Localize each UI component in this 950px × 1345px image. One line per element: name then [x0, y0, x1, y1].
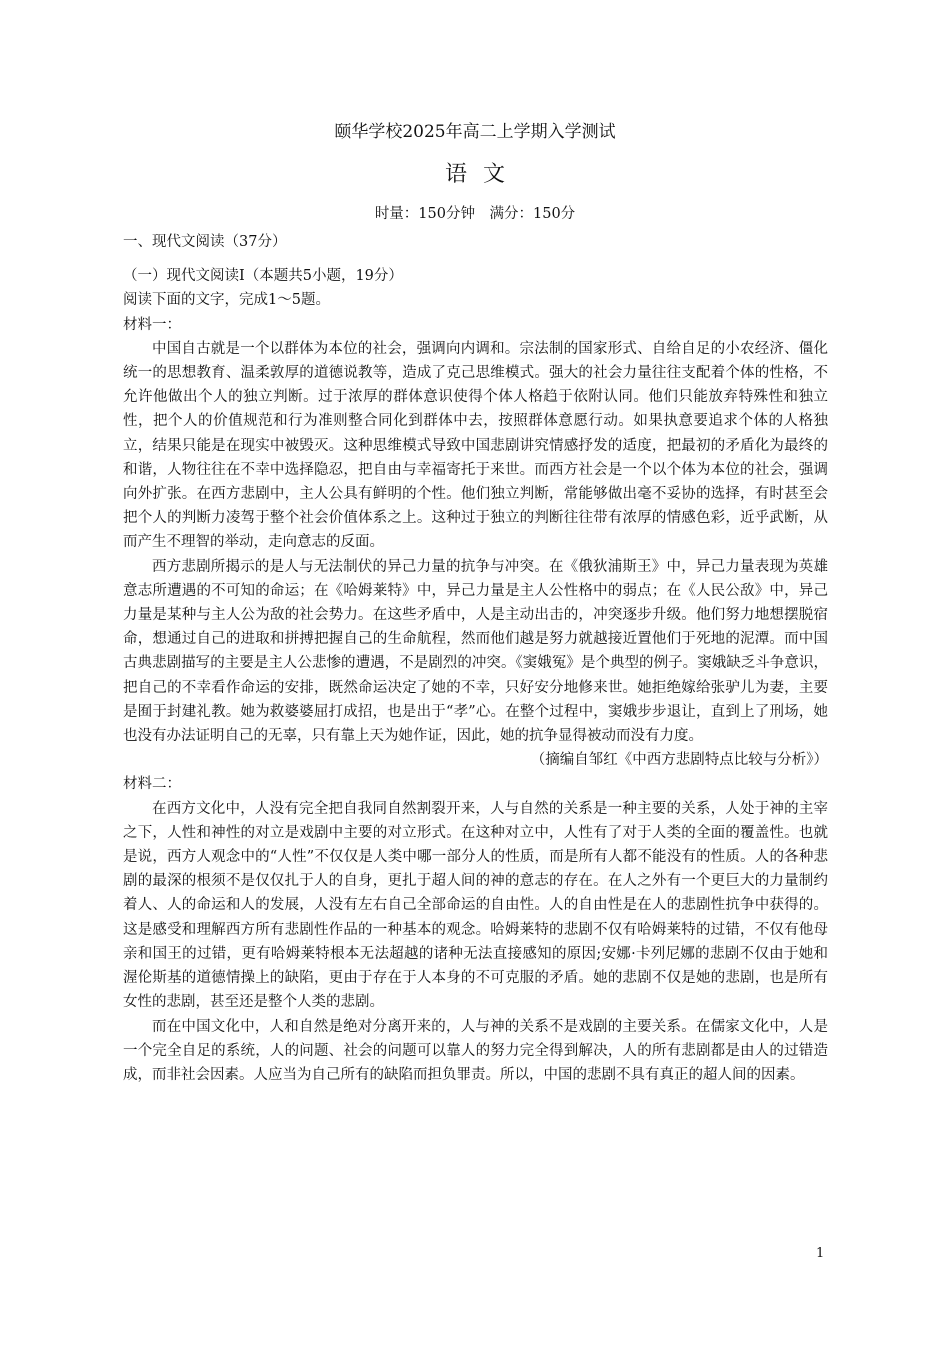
material1-paragraph: 中国自古就是一个以群体为本位的社会，强调向内调和。宗法制的国家形式、自给自足的小农经济、僵化统一的思想教育、温柔敦厚的道德说教等，造成了克己思维模式。强大的社会力量往往支配着个体的性格，不允许他做出个人的独立判断。过于浓厚的群体意识使得个体人格趋于依附认同。他们只能放弃特殊性和独立性，把个人的价值规范和行为准则整合同化到群体中去，按照群体意愿行动。如果执意要追求个体的人格独立，结果只能是在现实中被毁灭。这种思维模式导致中国悲剧讲究情感抒发的适度，把最初的矛盾化为最终的和谐，人物往往在不幸中选择隐忍，把自由与幸福寄托于来世。而西方社会是一个以个体为本位的社会，强调向外扩张。在西方悲剧中，主人公具有鲜明的个性。他们独立判断，常能够做出毫不妥协的选择，有时甚至会把个人的判断力凌驾于整个社会价值体系之上。这种过于独立的判断往往带有浓厚的情感色彩，近乎武断，从而产生不理智的举动，走向意志的反面。: [123, 340, 828, 551]
section-subheading: （一）现代文阅读Ⅰ（本题共5小题，19分）: [123, 268, 403, 285]
material2-paragraph: 在西方文化中，人没有完全把自我同自然割裂开来，人与自然的关系是一种主要的关系，人处于神的主宰之下，人性和神性的对立是戏剧中主要的对立形式。在这种对立中，人性有了对于人类的全面的覆盖性。也就是说，西方人观念中的“人性”不仅仅是人类中哪一部分人的性质，而是所有人都不能没有的性质。人的各种悲剧的最深的根须不是仅仅扎于人的自身，更扎于超人间的神的意志的存在。在人之外有一个更巨大的力量制约着人、人的命运和人的发展，人没有左右自己全部命运的自由性。人的自由性是在人的悲剧性抗争中获得的。这是感受和理解西方所有悲剧性作品的一种基本的观念。哈姆莱特的悲剧不仅有哈姆莱特的过错，不仅有他母亲和国王的过错，更有哈姆莱特根本无法超越的诸种无法直接感知的原因;安娜·卡列尼娜的悲剧不仅由于她和渥伦斯基的道德情操上的缺陷，更由于存在于人本身的不可克服的矛盾。她的悲剧不仅是她的悲剧，也是所有女性的悲剧，甚至还是整个人类的悲剧。: [123, 800, 828, 1011]
material2-label: 材料二：: [123, 776, 181, 793]
material1-paragraph: 西方悲剧所揭示的是人与无法制伏的异己力量的抗争与冲突。在《俄狄浦斯王》中，异己力量表现为英雄意志所遭遇的不可知的命运；在《哈姆莱特》中，异己力量是主人公性格中的弱点；在《人民公敌》中，异己力量是某种与主人公为敌的社会势力。在这些矛盾中，人是主动出击的，冲突逐步升级。他们努力地想摆脱宿命，想通过自己的进取和拼搏把握自己的生命航程，然而他们越是努力就越接近置他们于死地的泥潭。而中国古典悲剧描写的主要是主人公悲惨的遭遇，不是剧烈的冲突。《窦娥冤》是个典型的例子。窦娥缺乏斗争意识，把自己的不幸看作命运的安排，既然命运决定了她的不幸，只好安分地修来世。她拒绝嫁给张驴儿为妻，主要是囿于封建礼教。她为救婆婆屈打成招，也是出于“孝”心。在整个过程中，窦娥步步退让，直到上了刑场，她也没有办法证明自己的无辜，只有靠上天为她作证，因此，她的抗争显得被动而没有力度。: [123, 558, 828, 745]
material1-source: （摘编自邹红《中西方悲剧特点比较与分析》）: [530, 752, 828, 769]
subject-title: 语文: [444, 162, 521, 187]
material1-label: 材料一：: [123, 316, 181, 333]
page-number: 1: [816, 1246, 825, 1261]
material2-paragraph: 而在中国文化中，人和自然是绝对分离开来的，人与神的关系不是戏剧的主要关系。在儒家文化中，人是一个完全自足的系统，人的问题、社会的问题可以靠人的努力完全得到解决，人的所有悲剧都是由人的过错造成，而非社会因素。人应当为自己所有的缺陷而担负罪责。所以，中国的悲剧不具有真正的超人间的因素。: [123, 1018, 828, 1083]
exam-title: 颐华学校2025年高二上学期入学测试: [334, 122, 616, 142]
section-heading: 一、现代文阅读（37分）: [123, 234, 287, 250]
instruction: 阅读下面的文字，完成1～5题。: [123, 292, 330, 309]
reading-content: [123, 230, 828, 1087]
exam-meta: 时量：150分钟 满分：150分: [374, 206, 576, 222]
